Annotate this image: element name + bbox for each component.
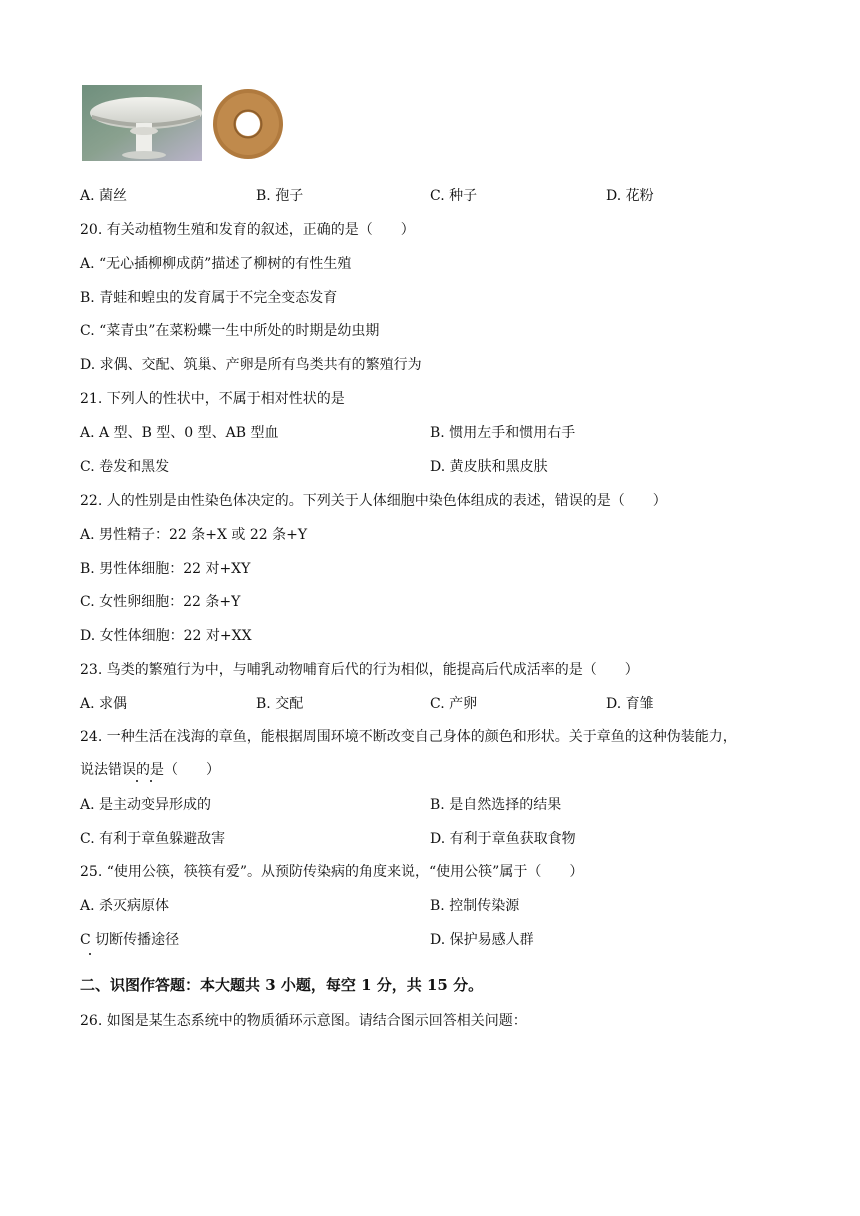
q22-stem: 22. 人的性别是由性染色体决定的。下列关于人体细胞中染色体组成的表述，错误的是（ ） [80,493,667,509]
q24-option-d: D. 有利于章鱼获取食物 [430,831,576,847]
q25-stem: 25. “使用公筷，筷筷有爱”。从预防传染病的角度来说，“使用公筷”属于（ ） [80,864,584,880]
q22-option-c: C. 女性卵细胞：22 条+Y [80,594,241,610]
q24-option-c: C. 有利于章鱼躲避敌害 [80,831,226,847]
q24-stem-line1: 24. 一种生活在浅海的章鱼，能根据周围环境不断改变自己身体的颜色和形状。关于章鱼的这种伪装能力， [80,729,737,745]
q21-option-c: C. 卷发和黑发 [80,459,170,475]
section-2-title: 二、识图作答题：本大题共 3 小题，每空 1 分，共 15 分。 [80,976,484,994]
emphasis-dot [136,780,138,782]
q23-stem: 23. 鸟类的繁殖行为中，与哺乳动物哺育后代的行为相似，能提高后代成活率的是（ ） [80,662,639,678]
q20-stem: 20. 有关动植物生殖和发育的叙述，正确的是（ ） [80,222,415,238]
q19-images [82,85,292,163]
q21-option-a: A. A 型、B 型、0 型、AB 型血 [80,425,279,441]
q22-option-a: A. 男性精子：22 条+X 或 22 条+Y [80,527,308,543]
q26-stem: 26. 如图是某生态系统中的物质循环示意图。请结合图示回答相关问题： [80,1013,527,1029]
q23-option-c: C. 产卵 [430,696,478,712]
q21-stem: 21. 下列人的性状中，不属于相对性状的是 [80,391,345,407]
q23-option-b: B. 交配 [256,696,304,712]
q25-option-a: A. 杀灭病原体 [80,898,170,914]
emphasis-dot [150,780,152,782]
q23-option-a: A. 求偶 [80,696,128,712]
q23-option-d: D. 育雏 [606,696,654,712]
q21-option-b: B. 惯用左手和惯用右手 [430,425,576,441]
emphasis-dot [89,953,91,955]
q25-option-d: D. 保护易感人群 [430,932,534,948]
q20-option-b: B. 青蛙和蝗虫的发育属于不完全变态发育 [80,290,338,306]
q22-option-d: D. 女性体细胞：22 对+XX [80,628,252,644]
q19-option-a: A. 菌丝 [80,188,128,204]
q25-option-b: B. 控制传染源 [430,898,520,914]
q20-option-a: A. “无心插柳柳成荫”描述了柳树的有性生殖 [80,256,352,272]
q24-option-a: A. 是主动变异形成的 [80,797,212,813]
q20-option-d: D. 求偶、交配、筑巢、产卵是所有鸟类共有的繁殖行为 [80,357,422,373]
mushroom-photo [82,85,202,161]
spore-print-photo [211,87,285,161]
q25-option-c: C 切断传播途径 [80,932,180,948]
q19-option-c: C. 种子 [430,188,478,204]
q22-option-b: B. 男性体细胞：22 对+XY [80,561,251,577]
q20-option-c: C. “菜青虫”在菜粉蝶一生中所处的时期是幼虫期 [80,323,380,339]
q24-option-b: B. 是自然选择的结果 [430,797,562,813]
q24-stem-line2: 说法错误的是（ ） [80,762,220,778]
q19-option-b: B. 孢子 [256,188,304,204]
q19-option-d: D. 花粉 [606,188,654,204]
q21-option-d: D. 黄皮肤和黑皮肤 [430,459,548,475]
